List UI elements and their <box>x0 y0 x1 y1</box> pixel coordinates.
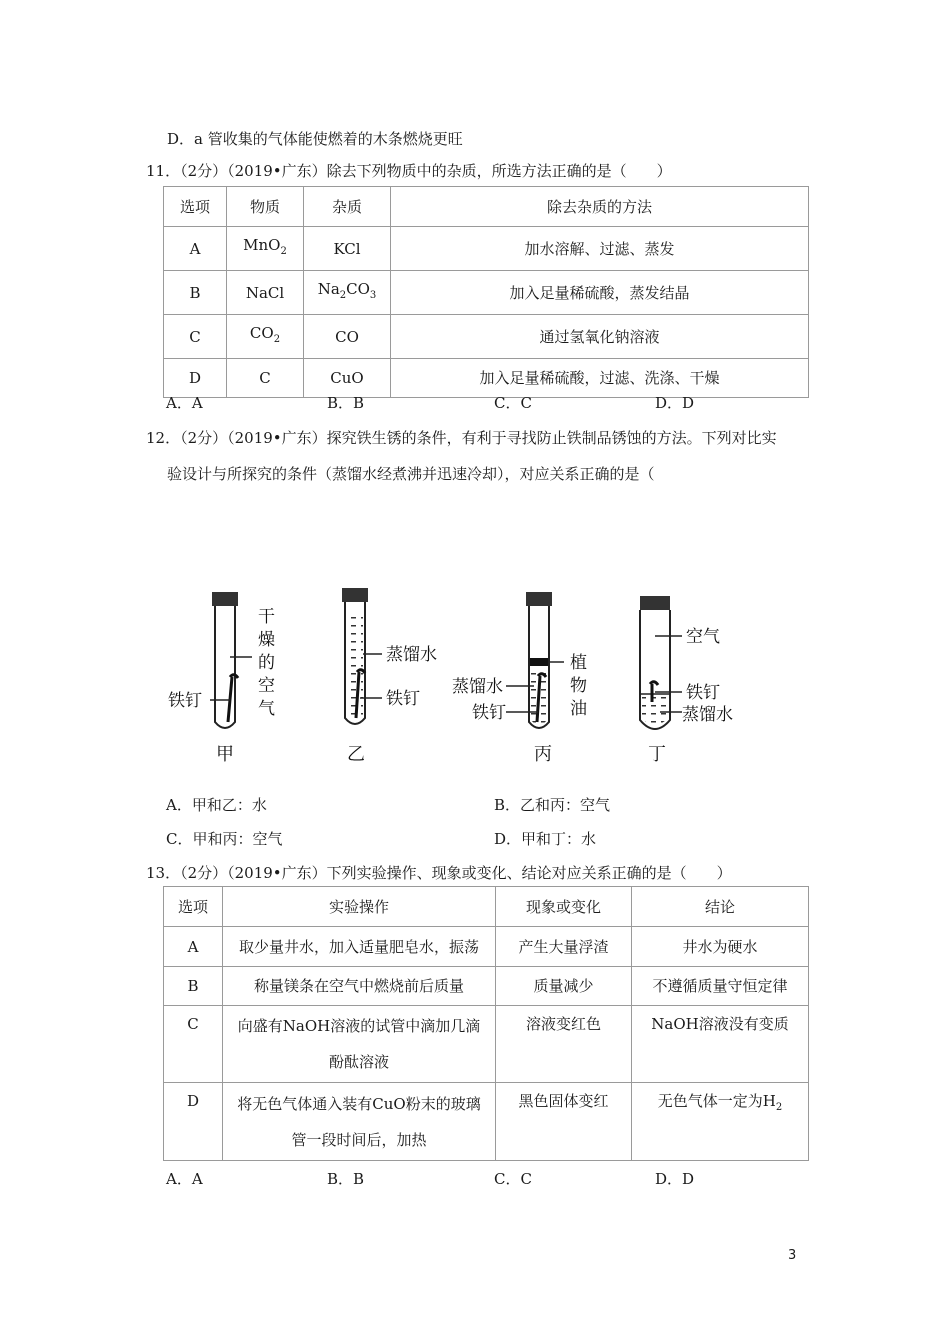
q11-row-substance: NaCl <box>227 271 304 315</box>
tube-jia-air-label-1: 干 <box>258 607 275 627</box>
q13-row-conclusion: 井水为硬水 <box>632 927 809 967</box>
tube-yi-caption: 乙 <box>347 744 365 765</box>
q11-row-method: 通过氢氧化钠溶液 <box>391 315 809 359</box>
q12-answer-d[interactable]: D．甲和丁：水 <box>494 830 597 848</box>
q13-row-option: D <box>164 1083 223 1161</box>
q13-row-phenomenon: 产生大量浮渣 <box>496 927 632 967</box>
q11-header-impurity: 杂质 <box>304 187 391 227</box>
q11-row-impurity: KCl <box>304 227 391 271</box>
tube-ding-caption: 丁 <box>648 744 666 765</box>
tube-ding <box>640 596 733 765</box>
table-row <box>164 359 809 398</box>
q11-answer-b[interactable]: B．B <box>327 394 365 412</box>
q13-header-row <box>164 887 809 927</box>
q11-row-impurity: CO <box>304 315 391 359</box>
tube-jia-nail-label: 铁钉 <box>168 691 202 711</box>
q13-row-conclusion: NaOH溶液没有变质 <box>632 1006 809 1083</box>
q13-row-option: A <box>164 927 223 967</box>
q11-row-method: 加入足量稀硫酸，过滤、洗涤、干燥 <box>391 359 809 398</box>
q13-table <box>163 886 809 1161</box>
table-row <box>164 967 809 1006</box>
tube-ding-air-label: 空气 <box>686 627 720 647</box>
tube-bing-oil-label-1: 植 <box>570 653 587 673</box>
table-row <box>164 1006 809 1083</box>
tube-bing-nail-label: 铁钉 <box>472 703 506 723</box>
q11-row-method: 加水溶解、过滤、蒸发 <box>391 227 809 271</box>
q11-header-substance: 物质 <box>227 187 304 227</box>
q13-row-operation: 将无色气体通入装有CuO粉末的玻璃 管一段时间后，加热 <box>223 1083 496 1161</box>
tube-jia-air-label-5: 气 <box>258 699 275 719</box>
tube-ding-stopper <box>640 596 670 610</box>
q11-header-row <box>164 187 809 227</box>
table-row <box>164 927 809 967</box>
q13-answer-c[interactable]: C．C <box>494 1170 532 1188</box>
rust-experiment-diagram <box>160 582 760 772</box>
tube-yi-nail-label: 铁钉 <box>386 689 420 709</box>
tube-bing <box>452 592 587 765</box>
q13-row-option: C <box>164 1006 223 1083</box>
q12-stem-line2: 验设计与所探究的条件（蒸馏水经煮沸并迅速冷却），对应关系正确的是（ <box>167 465 655 483</box>
q13-row-conclusion: 不遵循质量守恒定律 <box>632 967 809 1006</box>
tube-bing-stopper <box>526 592 552 606</box>
tube-jia-stopper <box>212 592 238 606</box>
q13-answer-b[interactable]: B．B <box>327 1170 365 1188</box>
tube-bing-caption: 丙 <box>534 744 552 765</box>
q13-row-operation: 取少量井水，加入适量肥皂水，振荡 <box>223 927 496 967</box>
q11-answer-a[interactable]: A．A <box>166 394 203 412</box>
tube-bing-oil-label-2: 物 <box>570 676 587 696</box>
q13-row-phenomenon: 质量减少 <box>496 967 632 1006</box>
q13-row-conclusion: 无色气体一定为$H_2$ <box>632 1083 809 1161</box>
q13-header-option: 选项 <box>164 887 223 927</box>
tube-jia-air-label-3: 的 <box>258 653 275 673</box>
tube-bing-oil-layer <box>530 658 548 666</box>
q13-header-phenomenon: 现象或变化 <box>496 887 632 927</box>
tube-bing-oil-label-3: 油 <box>570 699 587 719</box>
tube-ding-nail-label: 铁钉 <box>686 683 720 703</box>
q13-header-conclusion: 结论 <box>632 887 809 927</box>
tube-ding-water <box>642 696 668 725</box>
q11-row-method: 加入足量稀硫酸，蒸发结晶 <box>391 271 809 315</box>
q11-header-method: 除去杂质的方法 <box>391 187 809 227</box>
q10-option-d: D．a 管收集的气体能使燃着的木条燃烧更旺 <box>167 130 463 148</box>
tube-jia-caption: 甲 <box>216 744 234 765</box>
tube-jia <box>168 592 275 765</box>
q11-header-option: 选项 <box>164 187 227 227</box>
table-row <box>164 1083 809 1161</box>
tube-ding-water-label: 蒸馏水 <box>682 705 733 725</box>
q13-row-operation: 称量镁条在空气中燃烧前后质量 <box>223 967 496 1006</box>
tube-jia-air-label-2: 燥 <box>258 630 275 650</box>
tube-jia-air-label-4: 空 <box>258 676 275 696</box>
q11-row-substance: MnO$_2$ <box>227 227 304 271</box>
q13-row-operation: 向盛有NaOH溶液的试管中滴加几滴 酚酞溶液 <box>223 1006 496 1083</box>
q11-row-option: A <box>164 227 227 271</box>
tube-yi <box>342 588 437 765</box>
q13-answer-a[interactable]: A．A <box>166 1170 203 1188</box>
q11-answer-c[interactable]: C．C <box>494 394 532 412</box>
q11-answer-d[interactable]: D．D <box>655 394 695 412</box>
q12-answer-b[interactable]: B．乙和丙：空气 <box>494 796 611 814</box>
q11-row-impurity: CuO <box>304 359 391 398</box>
q11-row-substance: C <box>227 359 304 398</box>
table-row <box>164 271 809 315</box>
tube-yi-stopper <box>342 588 368 602</box>
q11-row-option: C <box>164 315 227 359</box>
tube-bing-water-label: 蒸馏水 <box>452 677 503 697</box>
q11-row-impurity: $Na_2CO_3$ <box>304 271 391 315</box>
q11-row-substance: $CO_2$ <box>227 315 304 359</box>
q11-row-option: B <box>164 271 227 315</box>
tube-yi-water-label: 蒸馏水 <box>386 645 437 665</box>
q13-header-operation: 实验操作 <box>223 887 496 927</box>
tube-yi-water <box>347 614 363 721</box>
q12-answer-c[interactable]: C．甲和丙：空气 <box>166 830 283 848</box>
q12-answer-a[interactable]: A．甲和乙：水 <box>166 796 267 814</box>
page-number: 3 <box>788 1248 797 1263</box>
q11-row-option: D <box>164 359 227 398</box>
q13-stem: 13．（2分）（2019•广东）下列实验操作、现象或变化、结论对应关系正确的是（ ） <box>146 864 732 882</box>
table-row <box>164 227 809 271</box>
table-row <box>164 315 809 359</box>
q13-row-phenomenon: 溶液变红色 <box>496 1006 632 1083</box>
q13-row-phenomenon: 黑色固体变红 <box>496 1083 632 1161</box>
q12-stem-line1: 12．（2分）（2019•广东）探究铁生锈的条件，有利于寻找防止铁制品锈蚀的方法。下列对比实 <box>146 429 777 447</box>
q11-table <box>163 186 809 398</box>
q13-row-option: B <box>164 967 223 1006</box>
q11-stem: 11．（2分）（2019•广东）除去下列物质中的杂质，所选方法正确的是（ ） <box>146 162 672 180</box>
q13-answer-d[interactable]: D．D <box>655 1170 695 1188</box>
